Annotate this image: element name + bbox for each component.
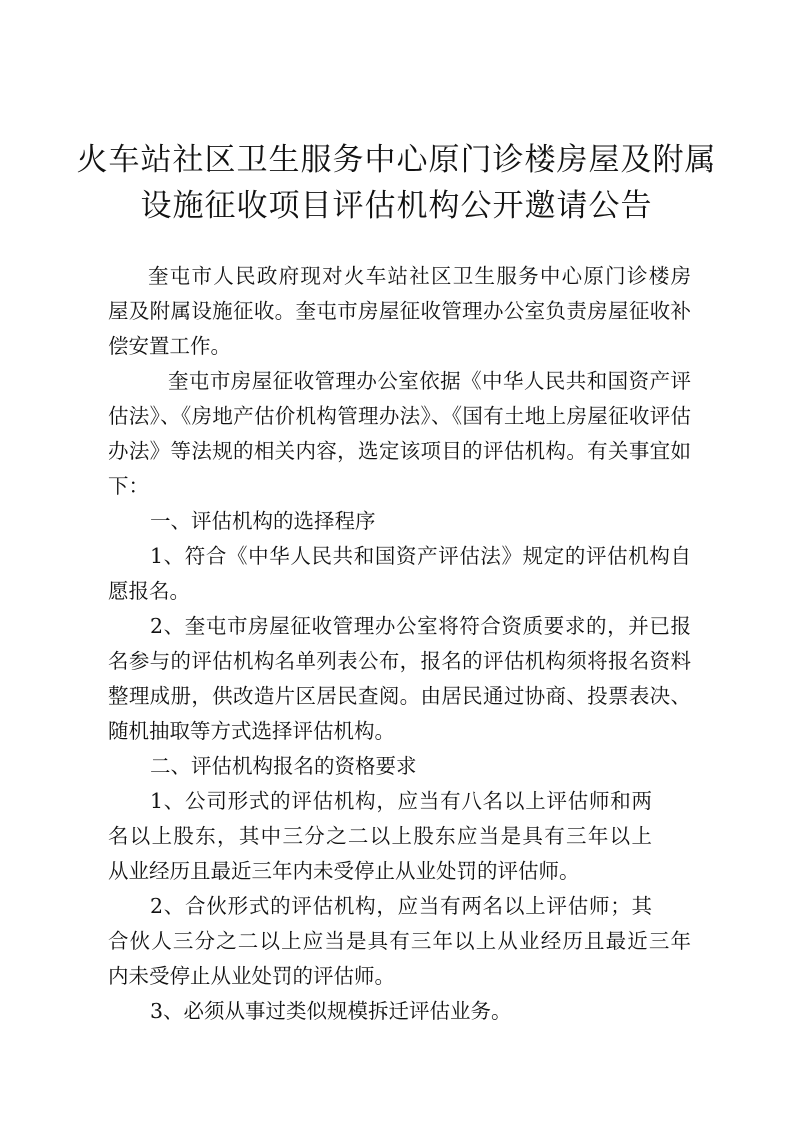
body-line: 奎屯市人民政府现对火车站社区卫生服务中心原门诊楼房 (148, 264, 691, 288)
body-line: 1、公司形式的评估机构，应当有八名以上评估师和两 (150, 789, 652, 813)
section-heading-2: 二、评估机构报名的资格要求 (150, 754, 417, 778)
body-line: 整理成册，供改造片区居民查阅。由居民通过协商、投票表决、 (108, 684, 691, 708)
body-line: 合伙人三分之二以上应当是具有三年以上从业经历且最近三年 (108, 929, 691, 953)
body-line: 从业经历且最近三年内未受停止从业处罚的评估师。 (108, 859, 580, 883)
body-line: 名以上股东，其中三分之二以上股东应当是具有三年以上 (108, 824, 652, 848)
body-line: 估法》、《房地产估价机构管理办法》、《国有土地上房屋征收评估 (108, 404, 691, 428)
body-line: 内未受停止从业处罚的评估师。 (108, 964, 395, 988)
body-line: 屋及附属设施征收。奎屯市房屋征收管理办公室负责房屋征收补 (108, 299, 691, 323)
body-line: 随机抽取等方式选择评估机构。 (108, 719, 395, 743)
document-title-line-1: 火车站社区卫生服务中心原门诊楼房屋及附属 (76, 142, 717, 178)
document-title-line-2: 设施征收项目评估机构公开邀请公告 (140, 188, 653, 224)
body-line: 偿安置工作。 (108, 334, 231, 358)
body-line: 2、合伙形式的评估机构，应当有两名以上评估师；其 (150, 894, 652, 918)
body-line: 1、符合《中华人民共和国资产评估法》规定的评估机构自 (150, 544, 691, 568)
section-heading-1: 一、评估机构的选择程序 (150, 509, 376, 533)
body-line: 3、必须从事过类似规模拆迁评估业务。 (150, 999, 512, 1023)
body-line: 下： (108, 474, 149, 498)
body-line: 名参与的评估机构名单列表公布，报名的评估机构须将报名资料 (108, 649, 691, 673)
body-line: 2、奎屯市房屋征收管理办公室将符合资质要求的，并已报 (150, 614, 691, 638)
body-line: 奎屯市房屋征收管理办公室依据《中华人民共和国资产评 (168, 369, 691, 393)
body-line: 办法》等法规的相关内容，选定该项目的评估机构。有关事宜如 (108, 439, 691, 463)
body-line: 愿报名。 (108, 579, 190, 603)
